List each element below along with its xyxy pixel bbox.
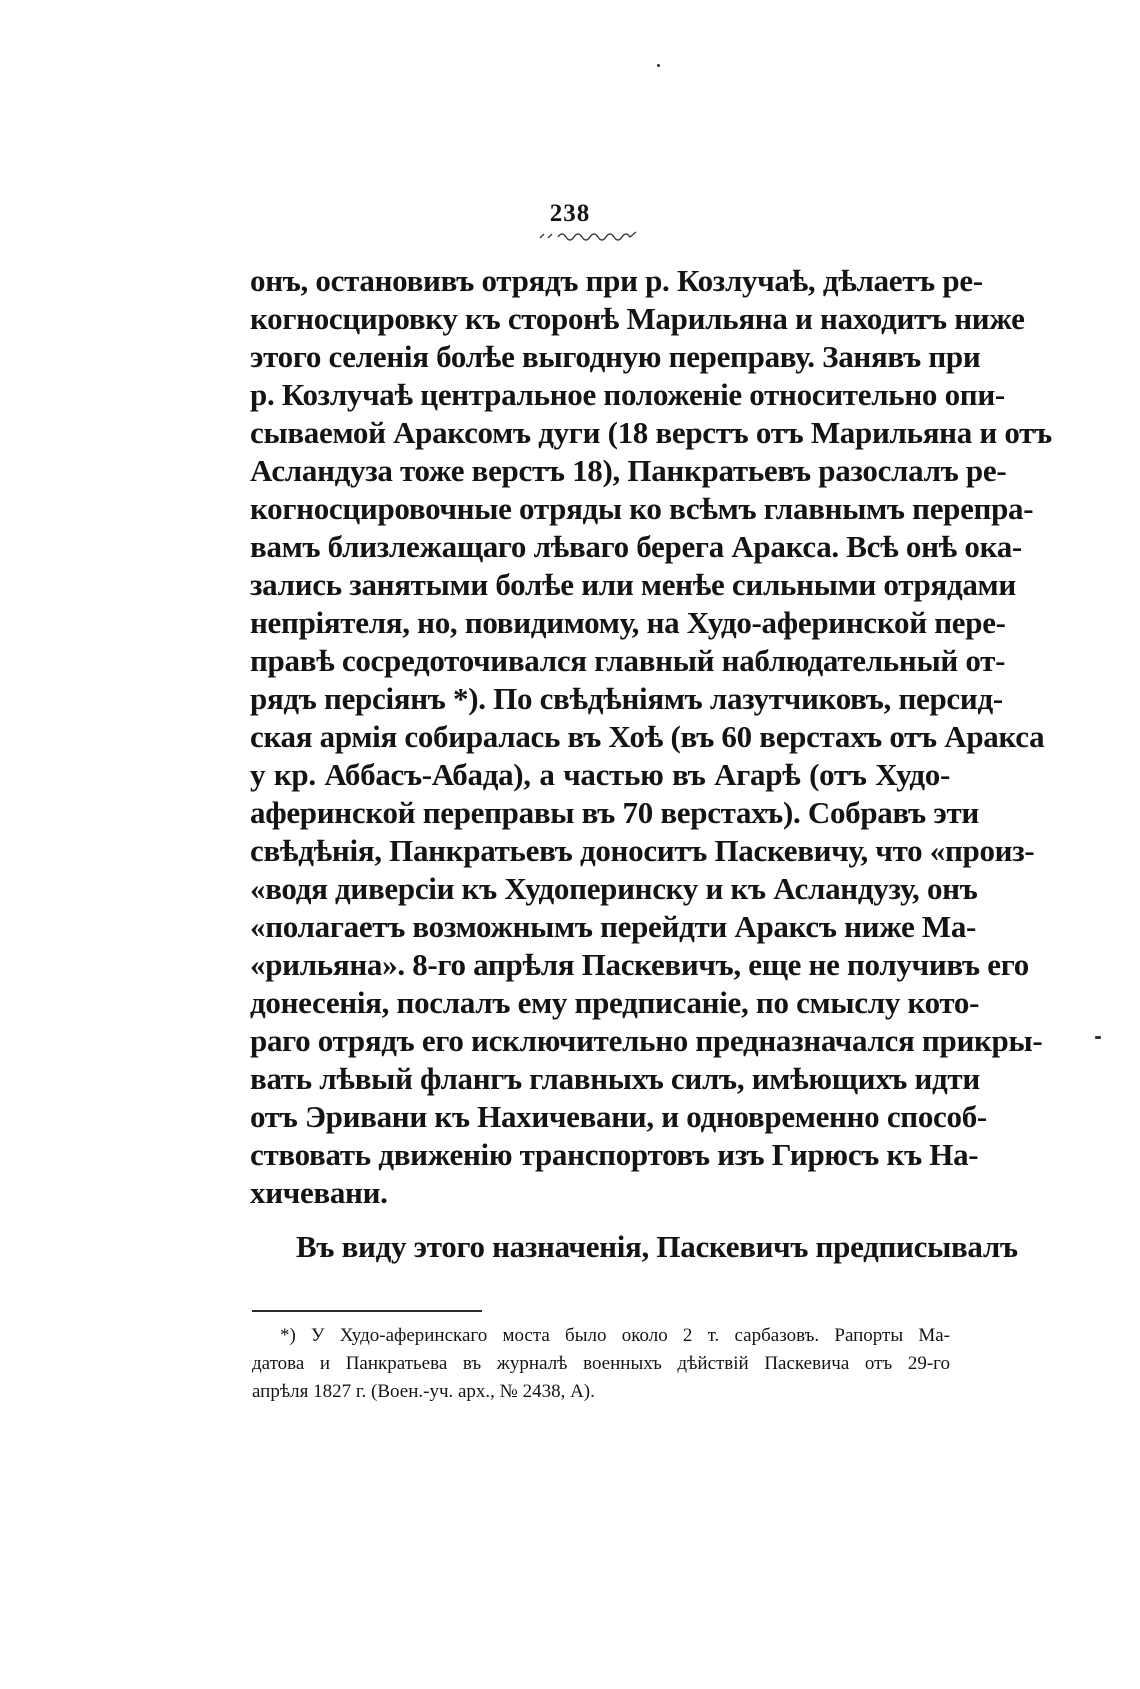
text-line: р. Козлучаѣ центральное положеніе относительно опи- [250, 377, 1005, 412]
footnote [252, 1322, 950, 1406]
text-line: донесенія, послалъ ему предписаніе, по смыслу кото- [250, 985, 980, 1020]
text-line: рядъ персіянъ *). По свѣдѣніямъ лазутчиковъ, персид- [250, 681, 1003, 716]
footnote-line: апрѣля 1827 г. (Воен.-уч. арх., № 2438, А). [252, 1381, 595, 1402]
paragraph-gap [250, 1212, 950, 1228]
text-line: хичевани. [250, 1175, 388, 1210]
footnote-divider [252, 1310, 482, 1312]
text-line: «водя диверсіи къ Худоперинску и къ Асландузу, онъ [250, 871, 978, 906]
text-line: отъ Эривани къ Нахичевани, и одновременно способ- [250, 1099, 987, 1134]
text-line: Въ виду этого назначенія, Паскевичъ предписывалъ [296, 1229, 1018, 1264]
text-line: свѣдѣнія, Панкратьевъ доноситъ Паскевичу, что «произ- [250, 833, 1035, 868]
text-line: раго отрядъ его исключительно предназначался прикры- [250, 1023, 1043, 1058]
text-line: непріятеля, но, повидимому, на Худо-аферинской пере- [250, 605, 1006, 640]
paragraph-1 [250, 262, 1052, 1212]
paper-speck [657, 64, 660, 67]
footnote-line: датова и Панкратьева въ журналѣ военныхъ дѣйствій Паскевича отъ 29-го [252, 1353, 950, 1374]
text-line: «рильяна». 8-го апрѣля Паскевичъ, еще не получивъ его [250, 947, 1029, 982]
text-line: когносцировку къ сторонѣ Марильяна и находитъ ниже [250, 301, 1025, 336]
footnote-line: *) У Худо-аферинскаго моста было около 2 т. сарбазовъ. Рапорты Ма- [280, 1325, 950, 1346]
text-line: онъ, остановивъ отрядъ при р. Козлучаѣ, дѣлаетъ ре- [250, 263, 983, 298]
text-line: у кр. Аббасъ-Абада), а частью въ Агарѣ (отъ Худо- [250, 757, 950, 792]
text-line: зались занятыми болѣе или менѣе сильными отрядами [250, 567, 1016, 602]
text-line: ствовать движенію транспортовъ изъ Гирюсъ къ На- [250, 1137, 979, 1172]
paper-speck [1095, 1036, 1101, 1039]
text-line: Асландуза тоже верстъ 18), Панкратьевъ разослалъ ре- [250, 453, 1007, 488]
main-text [250, 262, 1052, 1266]
text-line: правѣ сосредоточивался главный наблюдательный от- [250, 643, 1006, 678]
text-line: вамъ близлежащаго лѣваго берега Аракса. Всѣ онѣ ока- [250, 529, 1022, 564]
text-line: сываемой Араксомъ дуги (18 верстъ отъ Марильяна и отъ [250, 415, 1052, 450]
text-line: когносцировочные отряды ко всѣмъ главнымъ перепра- [250, 491, 1034, 526]
text-line: аферинской переправы въ 70 верстахъ). Собравъ эти [250, 795, 979, 830]
text-line: вать лѣвый флангъ главныхъ силъ, имѣющихъ идти [250, 1061, 980, 1096]
wavy-ornament [538, 228, 658, 242]
text-line: «полагаетъ возможнымъ перейдти Араксъ ниже Ма- [250, 909, 977, 944]
paragraph-2 [250, 1228, 1018, 1266]
text-line: этого селенія болѣе выгодную переправу. Занявъ при [250, 339, 981, 374]
text-line: ская армія собиралась въ Хоѣ (въ 60 верстахъ отъ Аракса [250, 719, 1045, 754]
page-number: 238 [549, 200, 591, 227]
